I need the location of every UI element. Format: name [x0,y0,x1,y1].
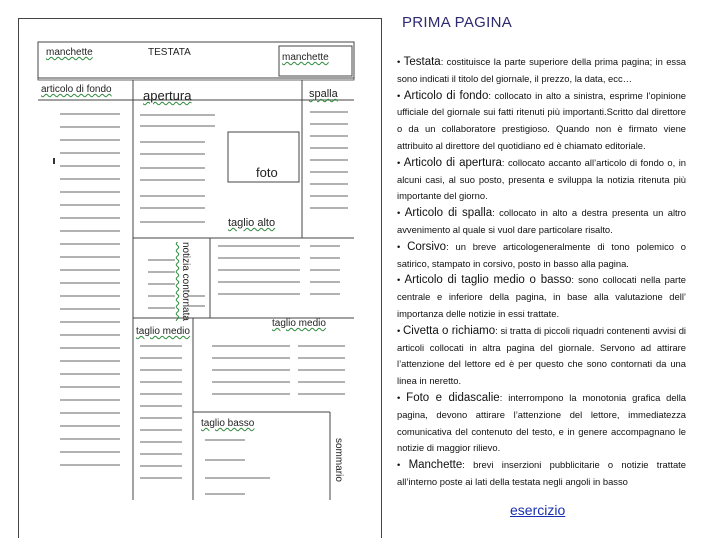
exercise-link[interactable]: esercizio [510,502,566,518]
definition-item: • Articolo di fondo: collocato in alto a sinistra, esprime l’opinione ufficiale del giornale sui fatti ritenuti più importanti.Scritto dal direttore o da un collaboratore prestigioso. Quando non è firmato viene attribuito al direttore del quotidiano ed è chiamato editoriale. [397,89,687,151]
definition-term: Articolo di taglio medio o basso [404,274,572,287]
definition-text: costituisce la parte superiore della prima pagina; in essa sono indicati il titolo del giornale, il prezzo, la data, ecc… [397,56,686,84]
taglio-basso-label: taglio basso [201,418,255,429]
definition-item: • Manchette: brevi inserzioni pubblicitarie o notizie trattate all’interno poste ai lati della testata negli angoli in basso [397,459,686,487]
spalla-label: spalla [309,88,338,100]
definition-term: Articolo di apertura [403,156,502,169]
definition-item: • Testata: costituisce la parte superiore della prima pagina; in essa sono indicati il titolo del giornale, il prezzo, la data, ecc… [397,56,686,84]
definition-term: Articolo di spalla [404,207,493,220]
definition-item: • Articolo di spalla: collocato in alto a destra presenta un altro avvenimento al quale si vuol dare particolare risalto. [397,207,686,235]
taglio-medio-right-label: taglio medio [272,318,326,329]
manchette-left-label: manchette [46,47,93,58]
apertura-label: apertura [143,88,192,103]
taglio-alto-label: taglio alto [228,217,276,229]
definition-text: un breve articologeneralmente di tono polemico o satirico, stampato in corsivo, posto in basso alla pagina. [397,240,686,269]
definition-text: brevi inserzioni pubblicitarie o notizie trattate all’interno poste ai lati della testata negli angoli in basso [397,459,686,487]
testata-label: TESTATA [148,47,191,58]
definition-text: collocato in alto a sinistra, esprime l’opinione ufficiale del giornale sui fatti ritenuti più importanti.Scritto dal direttore o da un collaboratore prestigioso. Quando non è firmato viene attribuito al direttore del quotidiano ed è chiamato editoriale. [397,89,687,151]
definition-item: • Articolo di taglio medio o basso: sono collocati nella parte centrale e inferiore della pagina, in base alla valutazione dell’ importanza delle notizie in essi trattate. [397,274,687,319]
sommario-label: sommario [333,438,344,482]
definition-term: Testata [403,56,441,68]
definition-term: Foto e didascalie [406,391,500,404]
taglio-medio-left-label: taglio medio [136,326,190,337]
articolo-di-fondo-label: articolo di fondo [41,84,112,95]
definitions-list [397,54,686,491]
definition-term: Civetta o richiamo [402,324,496,337]
foto-label: foto [256,165,278,180]
definition-term: Articolo di fondo [403,89,489,102]
definition-text: collocato accanto all’articolo di fondo o, in alcuni casi, al suo posto, presenta e sviluppa la notizia ritenuta più importante del giorno. [397,156,686,202]
definition-item: • Foto e didascalie: interrompono la monotonia grafica della pagina, devono attirare l’attenzione del lettore, immediatezza comunicativa del contenuto del testo, e in genere accompagnano le notizie di maggior rilievo. [397,391,686,454]
manchette-right-label: manchette [282,52,329,63]
definition-text: collocato in alto a destra presenta un altro avvenimento al quale si vuol dare particolare risalto. [397,207,686,235]
definition-item: • Articolo di apertura: collocato accanto all’articolo di fondo o, in alcuni casi, al suo posto, presenta e sviluppa la notizia ritenuta più importante del giorno. [397,156,686,202]
definition-text: sono collocati nella parte centrale e inferiore della pagina, in base alla valutazione dell’ importanza delle notizie in essi trattate. [397,274,687,319]
page-title: PRIMA PAGINA [402,14,513,31]
definition-item: • Corsivo: un breve articologeneralmente di tono polemico o satirico, stampato in corsivo, posto in basso alla pagina. [397,240,686,269]
definition-item: • Civetta o richiamo: si tratta di piccoli riquadri contenenti avvisi di articoli collocati in altra pagina del giornale. Servono ad attirare l’attenzione del lettore ed è per questo che sono contornati da una linea in neretto. [397,324,686,387]
definition-text: si tratta di piccoli riquadri contenenti avvisi di articoli collocati in altra pagina del giornale. Servono ad attirare l’attenzione del lettore ed è per questo che sono contornati da una linea in neretto. [397,324,686,387]
notizia-contornata-label: notizia contornata [180,242,191,321]
definition-text: interrompono la monotonia grafica della pagina, devono attirare l’attenzione del lettore, immediatezza comunicativa del contenuto del testo, e in genere accompagnano le notizie di maggior rilievo. [397,391,686,454]
definition-term: Manchette [408,459,463,472]
definition-term: Corsivo [407,240,447,253]
